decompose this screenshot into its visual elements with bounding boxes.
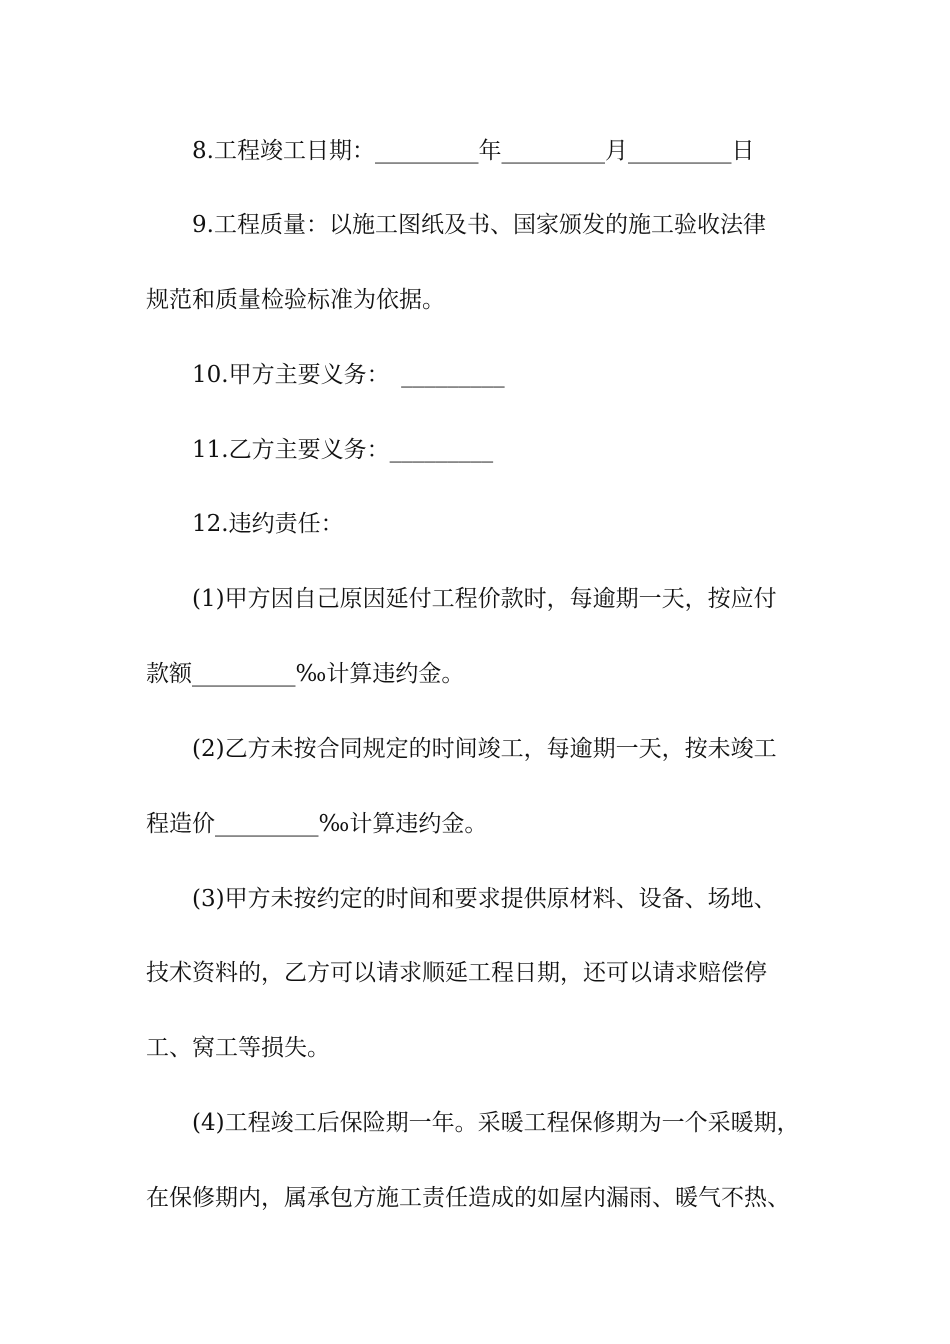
clause-9-quality-line-1: 9.工程质量：以施工图纸及书、国家颁发的施工验收法律 xyxy=(192,212,766,238)
liability-item-1-line-2: 款额_________‰计算违约金。 xyxy=(146,661,465,687)
liability-item-1-line-1: (1)甲方因自己原因延付工程价款时，每逾期一天，按应付 xyxy=(192,586,777,612)
liability-item-4-line-2: 在保修期内，属承包方施工责任造成的如屋内漏雨、暖气不热、 xyxy=(146,1185,790,1211)
clause-11-party-b-duties: 11.乙方主要义务：_________ xyxy=(192,437,494,463)
liability-item-3-line-3: 工、窝工等损失。 xyxy=(146,1035,330,1061)
liability-item-2-line-1: (2)乙方未按合同规定的时间竣工，每逾期一天，按未竣工 xyxy=(192,736,777,762)
liability-item-2-line-2: 程造价_________‰计算违约金。 xyxy=(146,811,488,837)
clause-10-party-a-duties: 10.甲方主要义务： _________ xyxy=(192,362,505,388)
clause-8-completion-date: 8.工程竣工日期：_________年_________月_________日 xyxy=(192,138,755,164)
liability-item-3-line-1: (3)甲方未按约定的时间和要求提供原材料、设备、场地、 xyxy=(192,886,777,912)
liability-item-3-line-2: 技术资料的，乙方可以请求顺延工程日期，还可以请求赔偿停 xyxy=(146,960,767,986)
liability-item-4-line-1: (4)工程竣工后保险期一年。采暖工程保修期为一个采暖期， xyxy=(192,1110,800,1136)
clause-12-liability-heading: 12.违约责任： xyxy=(192,511,344,537)
clause-9-quality-line-2: 规范和质量检验标准为依据。 xyxy=(146,287,445,313)
